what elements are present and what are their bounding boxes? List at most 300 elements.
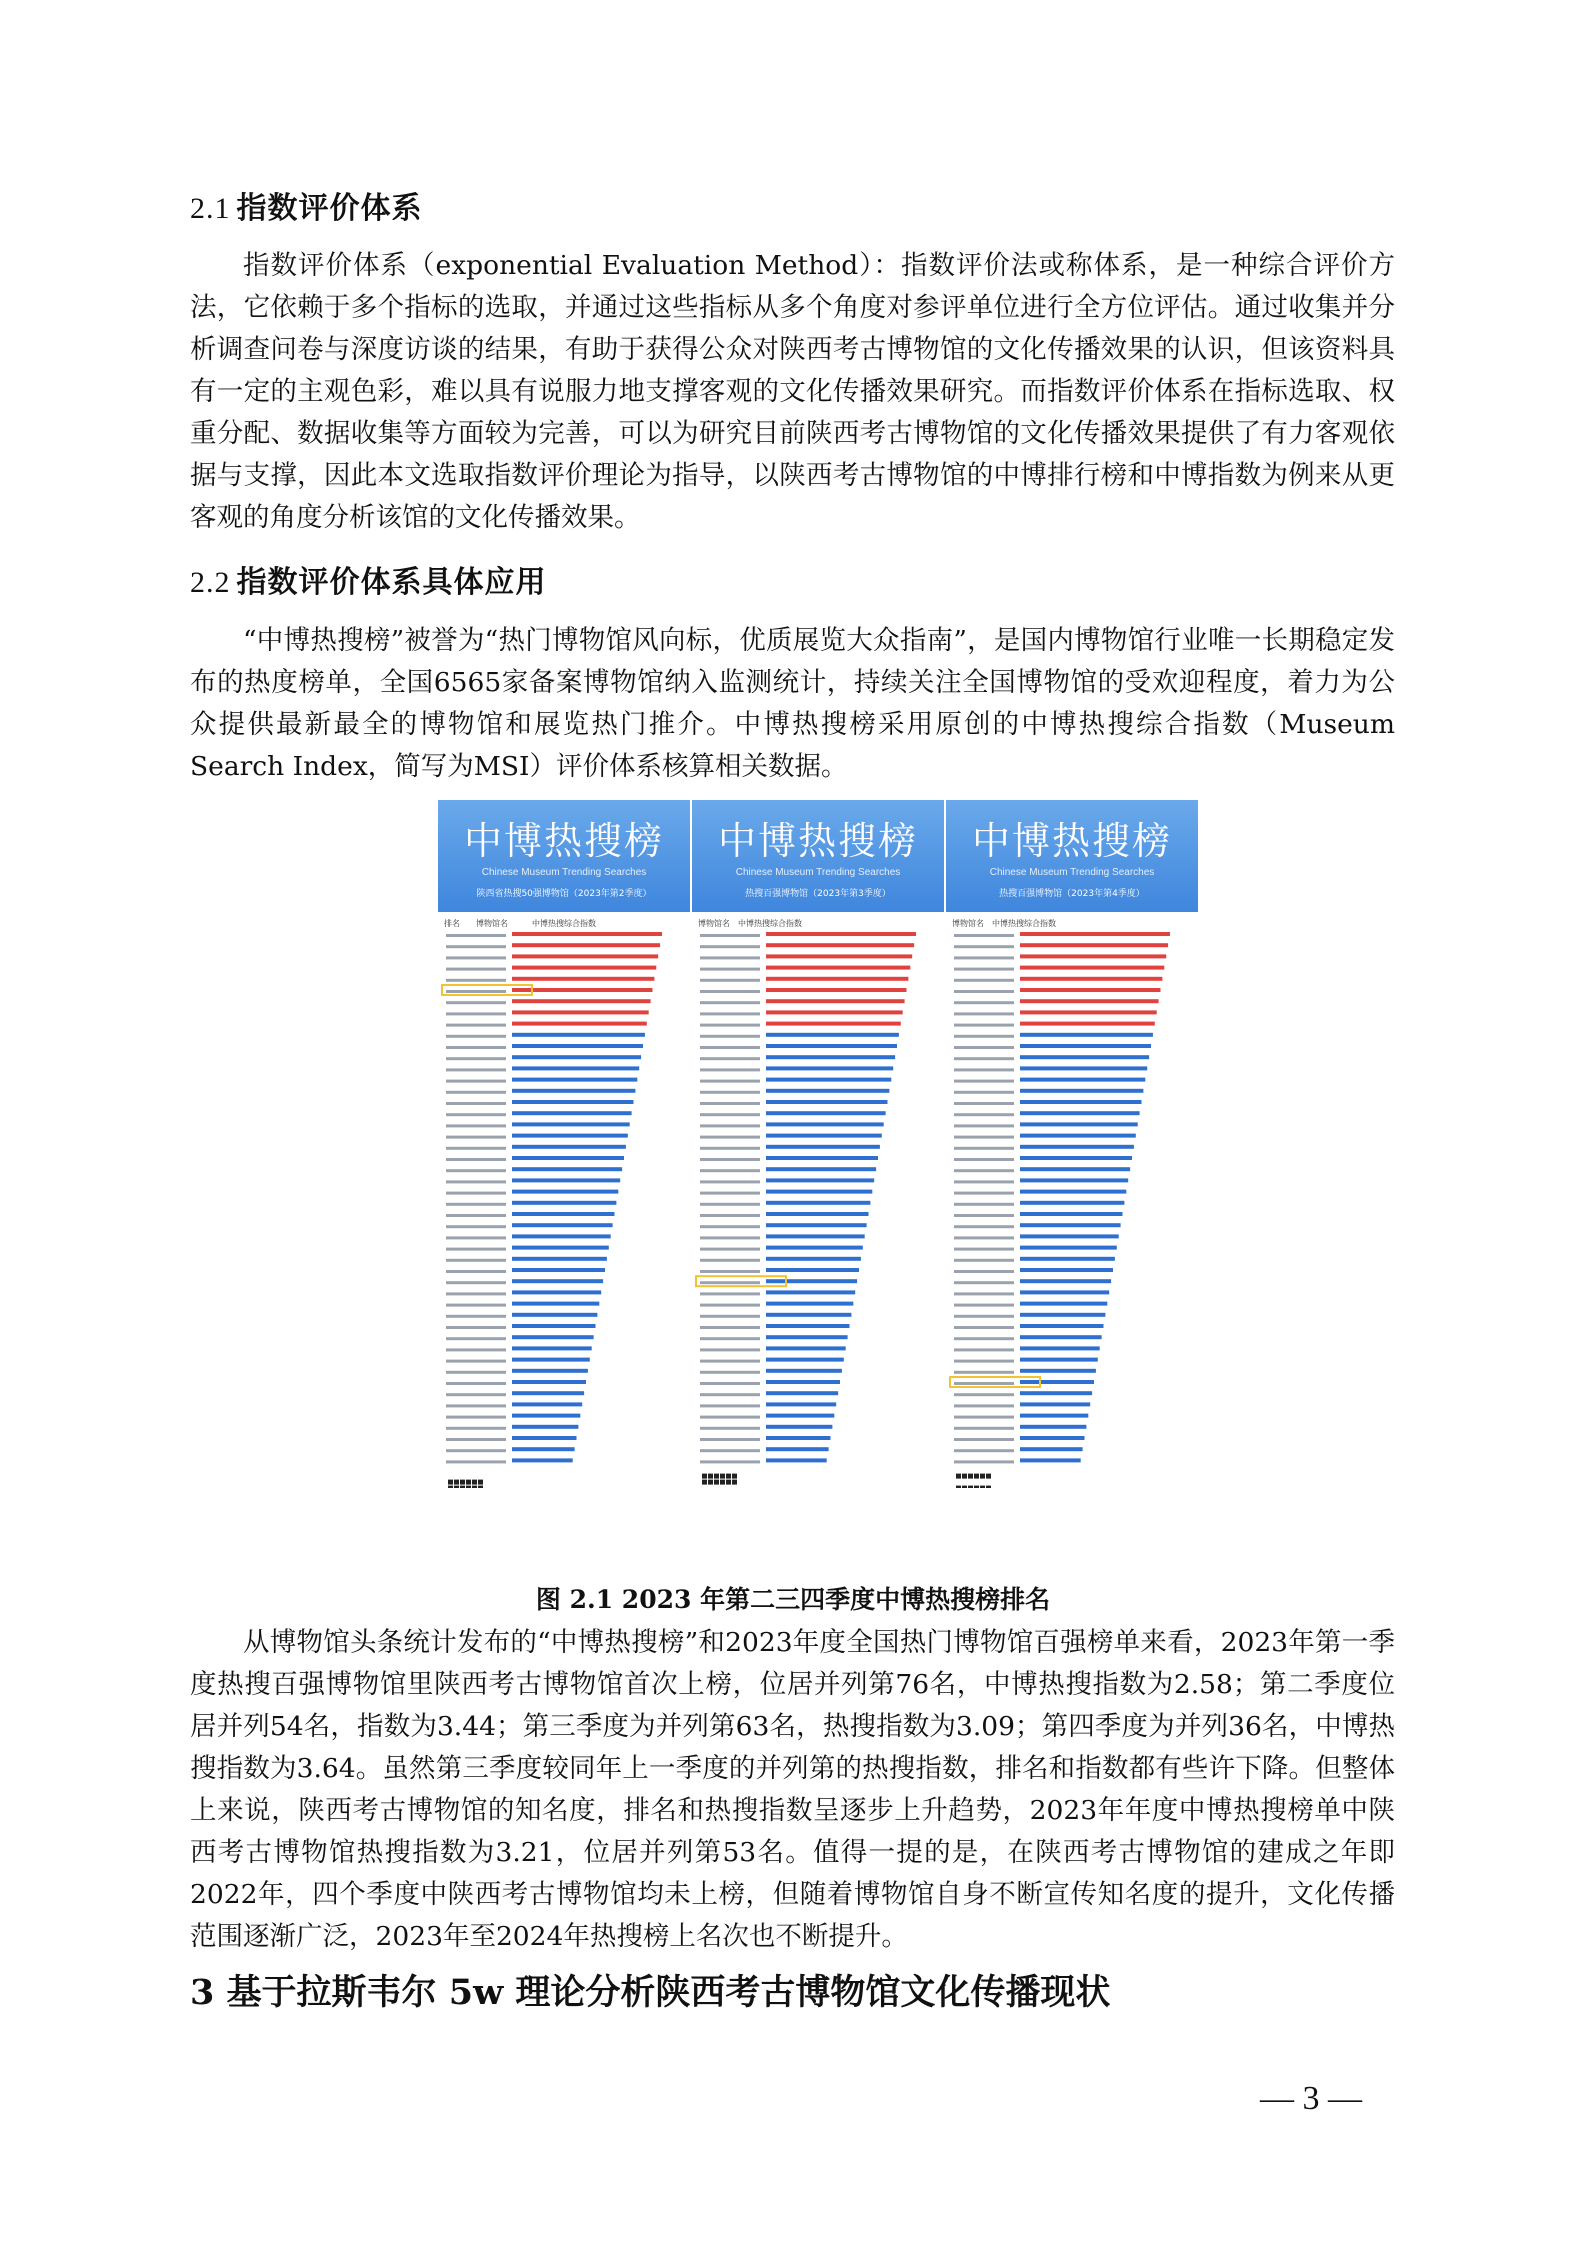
- museum-label-mark: [446, 1147, 506, 1150]
- museum-label-mark: [700, 1416, 760, 1419]
- ranking-bar: [512, 1402, 582, 1406]
- museum-label-mark: [700, 1225, 760, 1228]
- ranking-bar: [512, 1313, 597, 1317]
- ranking-bar: [766, 1436, 831, 1440]
- ranking-bar: [512, 966, 656, 970]
- ranking-bar: [1020, 943, 1168, 947]
- qr-code-icon: [702, 1474, 737, 1488]
- museum-label-mark: [700, 1326, 760, 1329]
- museum-label-mark: [954, 1136, 1014, 1139]
- ranking-bar: [512, 1111, 632, 1115]
- ranking-bar: [512, 1425, 578, 1429]
- ranking-bar: [1020, 1302, 1107, 1306]
- museum-label-mark: [954, 1371, 1014, 1374]
- ranking-bar: [1020, 1078, 1145, 1082]
- museum-label-mark: [446, 1449, 506, 1452]
- museum-label-mark: [446, 1236, 506, 1239]
- museum-label-mark: [954, 1348, 1014, 1351]
- ranking-bar: [512, 1302, 599, 1306]
- ranking-bar: [1020, 1212, 1123, 1216]
- museum-label-mark: [446, 1012, 506, 1015]
- museum-label-mark: [954, 1248, 1014, 1251]
- banner-subtitle: Chinese Museum Trending Searches: [735, 867, 901, 878]
- museum-label-mark: [954, 1046, 1014, 1049]
- museum-label-mark: [446, 1382, 506, 1385]
- banner-subtitle: Chinese Museum Trending Searches: [989, 867, 1155, 878]
- museum-label-mark: [700, 990, 760, 993]
- museum-label-mark: [954, 1124, 1014, 1127]
- museum-label-mark: [700, 1449, 760, 1452]
- ranking-bar: [766, 1447, 829, 1451]
- ranking-bar: [1020, 1134, 1136, 1138]
- museum-label-mark: [700, 1035, 760, 1038]
- museum-label-mark: [954, 1225, 1014, 1228]
- museum-label-mark: [446, 1438, 506, 1441]
- museum-label-mark: [446, 1281, 506, 1284]
- ranking-bar: [512, 1279, 603, 1283]
- ranking-bar: [1020, 1111, 1140, 1115]
- museum-label-mark: [700, 1102, 760, 1105]
- bar-list: [438, 928, 690, 1488]
- museum-label-mark: [954, 1236, 1014, 1239]
- museum-label-mark: [446, 1304, 506, 1307]
- museum-label-mark: [954, 1158, 1014, 1161]
- museum-label-mark: [954, 1091, 1014, 1094]
- figure-caption: 图 2.1 2023 年第二三四季度中博热搜榜排名: [535, 1585, 1051, 1614]
- ranking-bar: [1020, 1458, 1081, 1462]
- ranking-bar: [1020, 1156, 1132, 1160]
- ranking-bar: [512, 1167, 622, 1171]
- museum-label-mark: [446, 945, 506, 948]
- museum-label-mark: [700, 956, 760, 959]
- museum-label-mark: [700, 1147, 760, 1150]
- museum-label-mark: [700, 1091, 760, 1094]
- museum-label-mark: [700, 1382, 760, 1385]
- ranking-bar: [766, 1223, 867, 1227]
- ranking-bar: [1020, 1190, 1126, 1194]
- ranking-bar: [1020, 1447, 1083, 1451]
- ranking-bar: [766, 1122, 884, 1126]
- ranking-bar: [512, 1089, 635, 1093]
- column-header: 排名 博物馆名 中博热搜综合指数: [444, 919, 596, 928]
- ranking-bar: [512, 1010, 649, 1014]
- ranking-bar: [1020, 1279, 1111, 1283]
- museum-label-mark: [700, 1012, 760, 1015]
- museum-label-mark: [446, 1124, 506, 1127]
- ranking-bar: [512, 1122, 630, 1126]
- museum-label-mark: [954, 1012, 1014, 1015]
- museum-label-mark: [954, 1169, 1014, 1172]
- ranking-bar: [766, 1268, 859, 1272]
- museum-label-mark: [700, 1281, 760, 1284]
- museum-label-mark: [954, 934, 1014, 937]
- ranking-bar: [1020, 999, 1159, 1003]
- museum-label-mark: [446, 1035, 506, 1038]
- museum-label-mark: [700, 1236, 760, 1239]
- museum-label-mark: [954, 1024, 1014, 1027]
- ranking-bar: [1020, 1201, 1124, 1205]
- museum-label-mark: [700, 1427, 760, 1430]
- ranking-panel-q2: [438, 800, 690, 1560]
- museum-label-mark: [446, 1080, 506, 1083]
- section-heading-3: 3 基于拉斯韦尔 5w 理论分析陕西考古博物馆文化传播现状: [190, 1972, 1111, 2013]
- museum-label-mark: [954, 1449, 1014, 1452]
- ranking-bar: [766, 1458, 827, 1462]
- ranking-bar: [1020, 1436, 1085, 1440]
- ranking-bar: [1020, 1055, 1149, 1059]
- museum-label-mark: [954, 1214, 1014, 1217]
- ranking-bar: [1020, 1010, 1157, 1014]
- museum-label-mark: [446, 1360, 506, 1363]
- museum-label-mark: [700, 1057, 760, 1060]
- museum-label-mark: [446, 934, 506, 937]
- ranking-bar: [512, 1055, 641, 1059]
- section-heading-2-1: [190, 183, 423, 227]
- museum-label-mark: [446, 1203, 506, 1206]
- ranking-bar: [512, 988, 653, 992]
- ranking-bar: [512, 932, 662, 936]
- museum-label-mark: [700, 1393, 760, 1396]
- banner-tag: 陕西省热搜50强博物馆（2023年第2季度）: [476, 889, 652, 899]
- museum-label-mark: [446, 1057, 506, 1060]
- museum-label-mark: [954, 1404, 1014, 1407]
- museum-label-mark: [954, 1113, 1014, 1116]
- ranking-bar: [766, 1324, 850, 1328]
- museum-label-mark: [954, 1203, 1014, 1206]
- bar-list: [946, 928, 1198, 1488]
- museum-label-mark: [446, 1315, 506, 1318]
- museum-label-mark: [700, 1192, 760, 1195]
- ranking-bar: [1020, 1167, 1130, 1171]
- ranking-bar: [1020, 1358, 1098, 1362]
- ranking-bar: [512, 1156, 624, 1160]
- ranking-bar: [1020, 1369, 1096, 1373]
- museum-label-mark: [446, 1248, 506, 1251]
- museum-label-mark: [446, 1427, 506, 1430]
- museum-label-mark: [446, 1348, 506, 1351]
- ranking-bar: [1020, 1223, 1121, 1227]
- museum-label-mark: [446, 1292, 506, 1295]
- column-header: 博物馆名 中博热搜综合指数: [952, 919, 1056, 928]
- ranking-bar: [512, 1391, 584, 1395]
- museum-label-mark: [700, 1337, 760, 1340]
- qr-code-icon: [956, 1474, 991, 1488]
- museum-label-mark: [700, 1360, 760, 1363]
- museum-label-mark: [446, 1102, 506, 1105]
- ranking-panel-q3: [692, 800, 944, 1560]
- ranking-bar: [512, 1033, 645, 1037]
- ranking-bar: [766, 1346, 846, 1350]
- banner-title: 中博热搜榜: [463, 819, 664, 863]
- museum-label-mark: [446, 1136, 506, 1139]
- museum-label-mark: [446, 1046, 506, 1049]
- ranking-bar: [512, 1458, 573, 1462]
- museum-label-mark: [446, 1270, 506, 1273]
- ranking-bar: [766, 999, 905, 1003]
- banner-tag: 热搜百强博物馆（2023年第4季度）: [999, 889, 1145, 899]
- museum-label-mark: [954, 1360, 1014, 1363]
- museum-label-mark: [954, 956, 1014, 959]
- ranking-bar: [512, 977, 654, 981]
- ranking-bar: [766, 1066, 893, 1070]
- section-heading-2-2: [190, 557, 547, 601]
- museum-label-mark: [700, 1259, 760, 1262]
- ranking-bar: [766, 1257, 861, 1261]
- museum-label-mark: [954, 1427, 1014, 1430]
- museum-label-mark: [954, 1416, 1014, 1419]
- ranking-bar: [1020, 1066, 1147, 1070]
- banner-subtitle: Chinese Museum Trending Searches: [481, 867, 647, 878]
- museum-label-mark: [954, 1393, 1014, 1396]
- museum-label-mark: [700, 1113, 760, 1116]
- museum-label-mark: [700, 1404, 760, 1407]
- ranking-bar: [1020, 1391, 1092, 1395]
- ranking-bar: [512, 1369, 588, 1373]
- ranking-bar: [512, 1346, 592, 1350]
- museum-label-mark: [446, 1225, 506, 1228]
- museum-label-mark: [446, 1214, 506, 1217]
- ranking-bar: [766, 1201, 870, 1205]
- ranking-bar: [512, 1201, 616, 1205]
- panel-banner: [438, 800, 690, 912]
- museum-label-mark: [954, 979, 1014, 982]
- museum-label-mark: [700, 1024, 760, 1027]
- ranking-bar: [512, 1436, 577, 1440]
- ranking-bar: [766, 1033, 899, 1037]
- museum-label-mark: [954, 1281, 1014, 1284]
- museum-label-mark: [700, 1270, 760, 1273]
- ranking-bar: [1020, 1257, 1115, 1261]
- ranking-bar: [1020, 977, 1162, 981]
- museum-label-mark: [954, 990, 1014, 993]
- paragraph-2-2: “中博热搜榜”被誉为“热门博物馆风向标，优质展览大众指南”，是国内博物馆行业唯一长期稳定发布的热度榜单，全国6565家备案博物馆纳入监测统计，持续关注全国博物馆的受欢迎程度，着力为公众提供最新最全的博物馆和展览热门推介。中博热搜榜采用原创的中博热搜综合指数（Museum Search Index，简写为MSI）评价体系核算相关数据。: [190, 625, 1395, 782]
- museum-label-mark: [954, 1057, 1014, 1060]
- museum-label-mark: [954, 1035, 1014, 1038]
- ranking-bar: [1020, 1335, 1102, 1339]
- museum-label-mark: [446, 1371, 506, 1374]
- ranking-bar: [1020, 1100, 1142, 1104]
- ranking-bar: [512, 1268, 605, 1272]
- museum-label-mark: [700, 1169, 760, 1172]
- museum-label-mark: [954, 1270, 1014, 1273]
- museum-label-mark: [446, 1416, 506, 1419]
- museum-label-mark: [446, 968, 506, 971]
- ranking-bar: [1020, 1044, 1151, 1048]
- ranking-bar: [1020, 1425, 1086, 1429]
- museum-label-mark: [954, 1315, 1014, 1318]
- ranking-bar: [766, 954, 912, 958]
- ranking-bar: [1020, 1234, 1119, 1238]
- ranking-bar: [512, 1178, 620, 1182]
- museum-label-mark: [446, 1001, 506, 1004]
- museum-label-mark: [954, 1102, 1014, 1105]
- museum-label-mark: [954, 1438, 1014, 1441]
- museum-label-mark: [446, 1158, 506, 1161]
- museum-label-mark: [954, 1337, 1014, 1340]
- museum-label-mark: [700, 1460, 760, 1463]
- paragraph-analysis: 从博物馆头条统计发布的“中博热搜榜”和2023年度全国热门博物馆百强榜单来看，2023年第一季度热搜百强博物馆里陕西考古博物馆首次上榜，位居并列第76名，中博热搜指数为2.58；第二季度位居并列54名，指数为3.44；第三季度为并列第63名，热搜指数为3.09；第四季度为并列36名，中博热搜指数为3.64。虽然第三季度较同年上一季度的并列第的热搜指数，排名和指数都有些许下降。但整体上来说，陕西考古博物馆的知名度，排名和热搜指数呈逐步上升趋势，2023年年度中博热搜榜单中陕西考古博物馆热搜指数为3.21，位居并列第53名。值得一提的是，在陕西考古博物馆的建成之年即2022年，四个季度中陕西考古博物馆均未上榜，但随着博物馆自身不断宣传知名度的提升，文化传播范围逐渐广泛，2023年至2024年热搜榜上名次也不断提升。: [190, 1627, 1395, 1952]
- museum-label-mark: [954, 968, 1014, 971]
- ranking-bar: [512, 1066, 639, 1070]
- ranking-bar: [512, 1358, 590, 1362]
- ranking-bar: [766, 932, 916, 936]
- banner-title: 中博热搜榜: [971, 819, 1172, 863]
- museum-label-mark: [446, 1326, 506, 1329]
- ranking-bar: [1020, 988, 1161, 992]
- ranking-bar: [512, 999, 651, 1003]
- museum-label-mark: [700, 1046, 760, 1049]
- museum-label-mark: [446, 1393, 506, 1396]
- panel-banner: [692, 800, 944, 912]
- museum-label-mark: [700, 1304, 760, 1307]
- museum-label-mark: [446, 979, 506, 982]
- ranking-bar: [512, 1145, 626, 1149]
- museum-label-mark: [954, 1180, 1014, 1183]
- ranking-bar: [1020, 1402, 1090, 1406]
- museum-label-mark: [446, 1169, 506, 1172]
- museum-label-mark: [446, 1460, 506, 1463]
- banner-title: 中博热搜榜: [717, 819, 918, 863]
- ranking-bar: [512, 1246, 609, 1250]
- museum-label-mark: [954, 1304, 1014, 1307]
- museum-label-mark: [954, 1460, 1014, 1463]
- ranking-bar: [1020, 1268, 1113, 1272]
- museum-label-mark: [700, 1001, 760, 1004]
- museum-label-mark: [954, 1068, 1014, 1071]
- ranking-bar: [766, 1055, 895, 1059]
- qr-code-icon: [448, 1480, 483, 1488]
- ranking-bar: [766, 1190, 872, 1194]
- ranking-bar: [1020, 1022, 1155, 1026]
- ranking-bar: [766, 1145, 880, 1149]
- ranking-bar: [512, 1190, 618, 1194]
- ranking-bar: [766, 943, 914, 947]
- ranking-bar: [766, 1358, 844, 1362]
- museum-label-mark: [446, 1192, 506, 1195]
- ranking-bar: [766, 1279, 857, 1283]
- ranking-bar: [766, 1111, 886, 1115]
- column-header: 博物馆名 中博热搜综合指数: [698, 919, 802, 928]
- ranking-bar: [766, 1156, 878, 1160]
- ranking-bar: [512, 1212, 615, 1216]
- museum-label-mark: [446, 1068, 506, 1071]
- ranking-bar: [766, 1178, 874, 1182]
- museum-label-mark: [954, 1001, 1014, 1004]
- museum-label-mark: [954, 1292, 1014, 1295]
- bar-list: [692, 928, 944, 1488]
- ranking-bar: [1020, 1414, 1088, 1418]
- ranking-bar: [1020, 932, 1170, 936]
- ranking-bar: [766, 1100, 888, 1104]
- museum-label-mark: [446, 990, 506, 993]
- ranking-bar: [512, 1380, 586, 1384]
- museum-label-mark: [446, 956, 506, 959]
- ranking-bar: [766, 1369, 842, 1373]
- ranking-bar: [766, 1134, 882, 1138]
- section-number: 2.2: [190, 566, 231, 599]
- section-title: 指数评价体系具体应用: [236, 565, 547, 600]
- museum-label-mark: [446, 1091, 506, 1094]
- museum-label-mark: [700, 945, 760, 948]
- ranking-bar: [1020, 1346, 1100, 1350]
- ranking-bar: [512, 1044, 643, 1048]
- museum-label-mark: [700, 968, 760, 971]
- ranking-bar: [766, 1391, 838, 1395]
- museum-label-mark: [700, 1068, 760, 1071]
- ranking-bar: [766, 1335, 848, 1339]
- ranking-bar: [512, 1414, 580, 1418]
- banner-tag: 热搜百强博物馆（2023年第3季度）: [745, 889, 891, 899]
- ranking-bar: [512, 1022, 647, 1026]
- ranking-bar: [766, 1044, 897, 1048]
- museum-label-mark: [954, 1080, 1014, 1083]
- museum-label-mark: [446, 1024, 506, 1027]
- ranking-bar: [766, 1290, 855, 1294]
- ranking-bar: [766, 1313, 851, 1317]
- ranking-bar: [1020, 954, 1166, 958]
- ranking-bar: [766, 966, 910, 970]
- museum-label-mark: [700, 1438, 760, 1441]
- ranking-bar: [1020, 966, 1164, 970]
- ranking-bar: [766, 1380, 840, 1384]
- section-title: 指数评价体系: [236, 191, 423, 226]
- museum-label-mark: [700, 1136, 760, 1139]
- museum-label-mark: [700, 1203, 760, 1206]
- ranking-bar: [766, 1022, 901, 1026]
- section-number: 2.1: [190, 192, 231, 225]
- ranking-bar: [512, 1223, 613, 1227]
- ranking-bar: [512, 1447, 575, 1451]
- museum-label-mark: [446, 1337, 506, 1340]
- museum-label-mark: [446, 1404, 506, 1407]
- museum-label-mark: [700, 1248, 760, 1251]
- ranking-bar: [512, 1134, 628, 1138]
- ranking-bar: [1020, 1246, 1117, 1250]
- museum-label-mark: [446, 1180, 506, 1183]
- museum-label-mark: [954, 1192, 1014, 1195]
- museum-label-mark: [700, 1214, 760, 1217]
- ranking-bar: [1020, 1145, 1134, 1149]
- museum-label-mark: [700, 1371, 760, 1374]
- ranking-bar: [512, 1335, 594, 1339]
- museum-label-mark: [954, 1147, 1014, 1150]
- museum-label-mark: [700, 1315, 760, 1318]
- ranking-bar: [1020, 1290, 1109, 1294]
- museum-label-mark: [700, 1158, 760, 1161]
- page-number: — 3 —: [1260, 2080, 1362, 2117]
- museum-label-mark: [446, 1259, 506, 1262]
- ranking-bar: [1020, 1178, 1128, 1182]
- panel-banner: [946, 800, 1198, 912]
- museum-label-mark: [700, 1180, 760, 1183]
- ranking-bar: [512, 1257, 607, 1261]
- ranking-bar: [766, 1234, 865, 1238]
- ranking-bar: [766, 1425, 832, 1429]
- ranking-bar: [766, 1212, 869, 1216]
- ranking-bar: [512, 1290, 601, 1294]
- ranking-bar: [1020, 1313, 1105, 1317]
- museum-label-mark: [700, 934, 760, 937]
- ranking-bar: [1020, 1122, 1138, 1126]
- ranking-bar: [766, 1089, 889, 1093]
- ranking-bar: [766, 1078, 891, 1082]
- museum-label-mark: [954, 1326, 1014, 1329]
- ranking-bar: [512, 1234, 611, 1238]
- museum-label-mark: [700, 1124, 760, 1127]
- ranking-bar: [1020, 1089, 1143, 1093]
- museum-label-mark: [700, 1292, 760, 1295]
- ranking-bar: [766, 988, 907, 992]
